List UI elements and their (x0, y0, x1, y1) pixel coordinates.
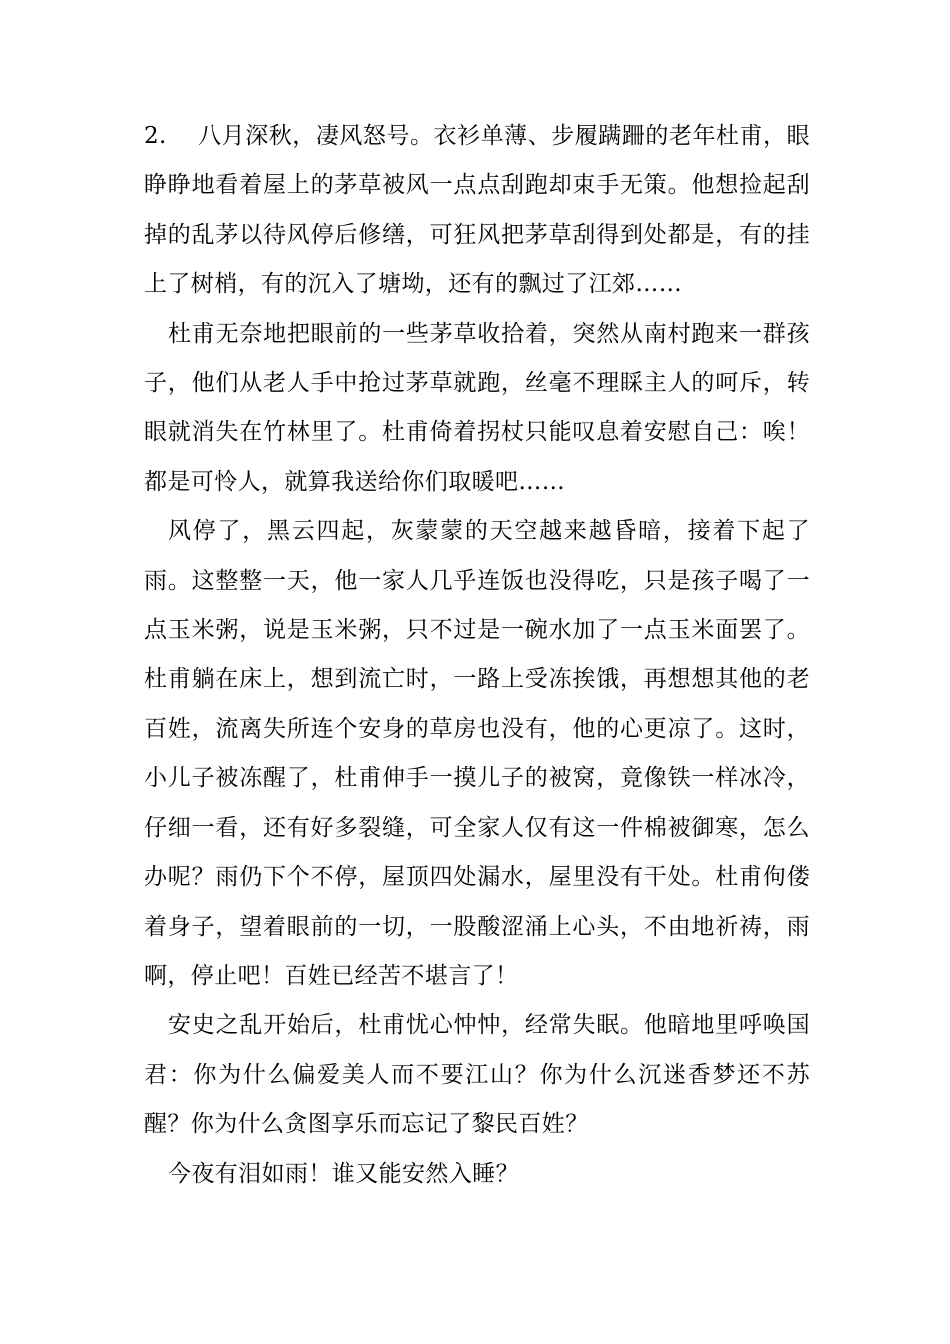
essay-body (144, 112, 810, 1199)
paragraph-5: 今夜有泪如雨！谁又能安然入睡？ (168, 1160, 519, 1187)
paragraph-2: 杜甫无奈地把眼前的一些茅草收拾着，突然从南村跑来一群孩子，他们从老人手中抢过茅草就跑，丝毫不理睬主人的呵斥，转眼就消失在竹林里了。杜甫倚着拐杖只能叹息着安慰自己：唉！都是可怜人，就算我送给你们取暖吧…… (144, 320, 810, 495)
paragraph-1 (144, 112, 810, 310)
paragraph-4: 安史之乱开始后，杜甫忧心忡忡，经常失眠。他暗地里呼唤国君：你为什么偏爱美人而不要江山？你为什么沉迷香梦还不苏醒？你为什么贪图享乐而忘记了黎民百姓？ (144, 1012, 810, 1138)
item-number: 2. (144, 123, 167, 149)
paragraph-1-text: 八月深秋，凄风怒号。衣衫单薄、步履蹒跚的老年杜甫，眼睁睁地看着屋上的茅草被风一点点刮跑却束手无策。他想捡起刮掉的乱茅以待风停后修缮，可狂风把茅草刮得到处都是，有的挂上了树梢，有的沉入了塘坳，还有的飘过了江郊…… (144, 123, 810, 298)
paragraph-3: 风停了，黑云四起，灰蒙蒙的天空越来越昏暗，接着下起了雨。这整整一天，他一家人几乎连饭也没得吃，只是孩子喝了一点玉米粥，说是玉米粥，只不过是一碗水加了一点玉米面罢了。杜甫躺在床上，想到流亡时，一路上受冻挨饿，再想想其他的老百姓，流离失所连个安身的草房也没有，他的心更凉了。这时，小儿子被冻醒了，杜甫伸手一摸儿子的被窝，竟像铁一样冰冷，仔细一看，还有好多裂缝，可全家人仅有这一件棉被御寒，怎么办呢？雨仍下个不停，屋顶四处漏水，屋里没有干处。杜甫佝偻着身子，望着眼前的一切，一股酸涩涌上心头，不由地祈祷，雨啊，停止吧！百姓已经苦不堪言了！ (144, 518, 810, 989)
